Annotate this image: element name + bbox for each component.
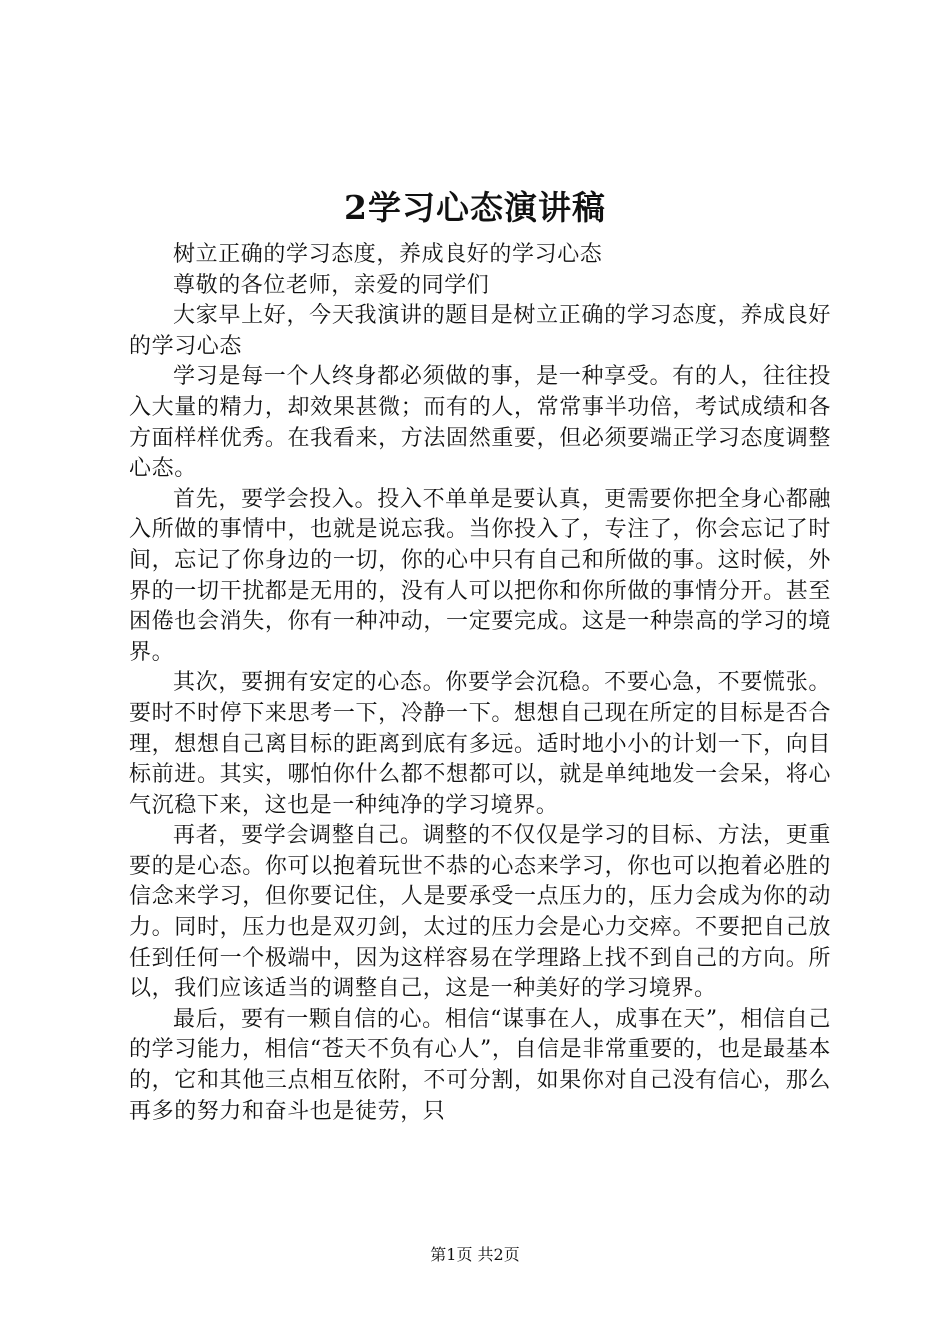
paragraph-salutation: 尊敬的各位老师，亲爱的同学们 xyxy=(173,272,490,298)
document-title: 2学习心态演讲稿 xyxy=(344,188,606,227)
document-body xyxy=(129,240,831,1127)
paragraph-subtitle: 树立正确的学习态度，养成良好的学习心态 xyxy=(173,242,603,267)
paragraph-fourth-point: 最后，要有一颗自信的心。相信“谋事在人，成事在天”，相信自己的学习能力，相信“苍天不负有心人”，自信是非常重要的，也是最基本的，它和其他三点相互依附，不可分割，如果你对自己没有信心，那么再多的努力和奋斗也是徒劳，只 xyxy=(129,1006,831,1124)
paragraph-third-point: 再者，要学会调整自己。调整的不仅仅是学习的目标、方法，更重要的是心态。你可以抱着玩世不恭的心态来学习，你也可以抱着必胜的信念来学习，但你要记住，人是要承受一点压力的，压力会成为你的动力。同时，压力也是双刃剑，太过的压力会是心力交瘁。不要把自己放任到任何一个极端中，因为这样容易在学理路上找不到自己的方向。所以，我们应该适当的调整自己，这是一种美好的学习境界。 xyxy=(129,823,831,1002)
page-footer: 第1页 共2页 xyxy=(430,1245,520,1264)
paragraph-opening: 大家早上好，今天我演讲的题目是树立正确的学习态度，养成良好的学习心态 xyxy=(129,303,831,359)
paragraph-second-point: 其次，要拥有安定的心态。你要学会沉稳。不要心急，不要慌张。要时不时停下来思考一下，冷静一下。想想自己现在所定的目标是否合理，想想自己离目标的距离到底有多远。适时地小小的计划一下，向目标前进。其实，哪怕你什么都不想都可以，就是单纯地发一会呆，将心气沉稳下来，这也是一种纯净的学习境界。 xyxy=(129,670,831,818)
paragraph-first-point: 首先，要学会投入。投入不单单是要认真，更需要你把全身心都融入所做的事情中，也就是说忘我。当你投入了，专注了，你会忘记了时间，忘记了你身边的一切，你的心中只有自己和所做的事。这时候，外界的一切干扰都是无用的，没有人可以把你和你所做的事情分开。甚至困倦也会消失，你有一种冲动，一定要完成。这是一种崇高的学习的境界。 xyxy=(129,486,831,665)
paragraph-intro: 学习是每一个人终身都必须做的事，是一种享受。有的人，往往投入大量的精力，却效果甚微；而有的人，常常事半功倍，考试成绩和各方面样样优秀。在我看来，方法固然重要，但必须要端正学习态度调整心态。 xyxy=(129,364,831,482)
